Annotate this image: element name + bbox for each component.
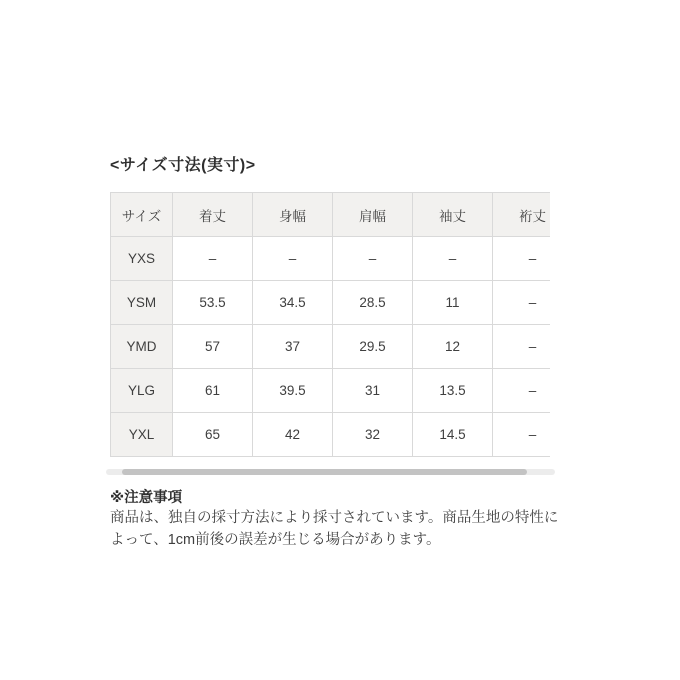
size-table-header-row: [111, 193, 551, 237]
size-value-cell: 65: [173, 413, 253, 457]
size-value-cell: –: [493, 281, 551, 325]
table-row-yxl: [111, 413, 551, 457]
col-header-size: サイズ: [111, 193, 173, 237]
table-row-yxs: [111, 237, 551, 281]
table-row-ylg: [111, 369, 551, 413]
size-value-cell: 57: [173, 325, 253, 369]
col-header-sleeve: 袖丈: [413, 193, 493, 237]
size-value-cell: 39.5: [253, 369, 333, 413]
size-table: [110, 192, 550, 457]
size-table-scroll-area[interactable]: [110, 192, 550, 457]
row-label: YXL: [111, 413, 173, 457]
size-value-cell: –: [413, 237, 493, 281]
size-value-cell: 14.5: [413, 413, 493, 457]
size-value-cell: –: [493, 325, 551, 369]
row-label: YSM: [111, 281, 173, 325]
notes-title: ※注意事項: [110, 490, 183, 506]
size-value-cell: 42: [253, 413, 333, 457]
size-value-cell: 53.5: [173, 281, 253, 325]
horizontal-scrollbar-thumb[interactable]: [122, 469, 527, 475]
size-value-cell: 12: [413, 325, 493, 369]
col-header-yuki: 裄丈: [493, 193, 551, 237]
size-value-cell: –: [493, 237, 551, 281]
size-value-cell: 61: [173, 369, 253, 413]
size-value-cell: 29.5: [333, 325, 413, 369]
col-header-length: 着丈: [173, 193, 253, 237]
row-label: YXS: [111, 237, 173, 281]
size-value-cell: 13.5: [413, 369, 493, 413]
size-value-cell: –: [173, 237, 253, 281]
col-header-shoulder: 肩幅: [333, 193, 413, 237]
row-label: YMD: [111, 325, 173, 369]
horizontal-scrollbar-track[interactable]: [106, 469, 555, 475]
size-section-title: <サイズ寸法(実寸)>: [110, 157, 256, 174]
col-header-width: 身幅: [253, 193, 333, 237]
size-value-cell: 37: [253, 325, 333, 369]
row-label: YLG: [111, 369, 173, 413]
table-row-ymd: [111, 325, 551, 369]
size-value-cell: 28.5: [333, 281, 413, 325]
size-value-cell: 32: [333, 413, 413, 457]
size-value-cell: –: [253, 237, 333, 281]
size-value-cell: –: [333, 237, 413, 281]
size-value-cell: 34.5: [253, 281, 333, 325]
size-value-cell: 11: [413, 281, 493, 325]
size-value-cell: 31: [333, 369, 413, 413]
size-value-cell: –: [493, 369, 551, 413]
table-row-ysm: [111, 281, 551, 325]
size-value-cell: –: [493, 413, 551, 457]
size-section: [110, 155, 572, 551]
notes-section: [110, 490, 572, 551]
notes-body: 商品は、独自の採寸方法により採寸されています。商品生地の特性によって、1cm前後の誤差が生じる場合があります。: [110, 510, 559, 548]
